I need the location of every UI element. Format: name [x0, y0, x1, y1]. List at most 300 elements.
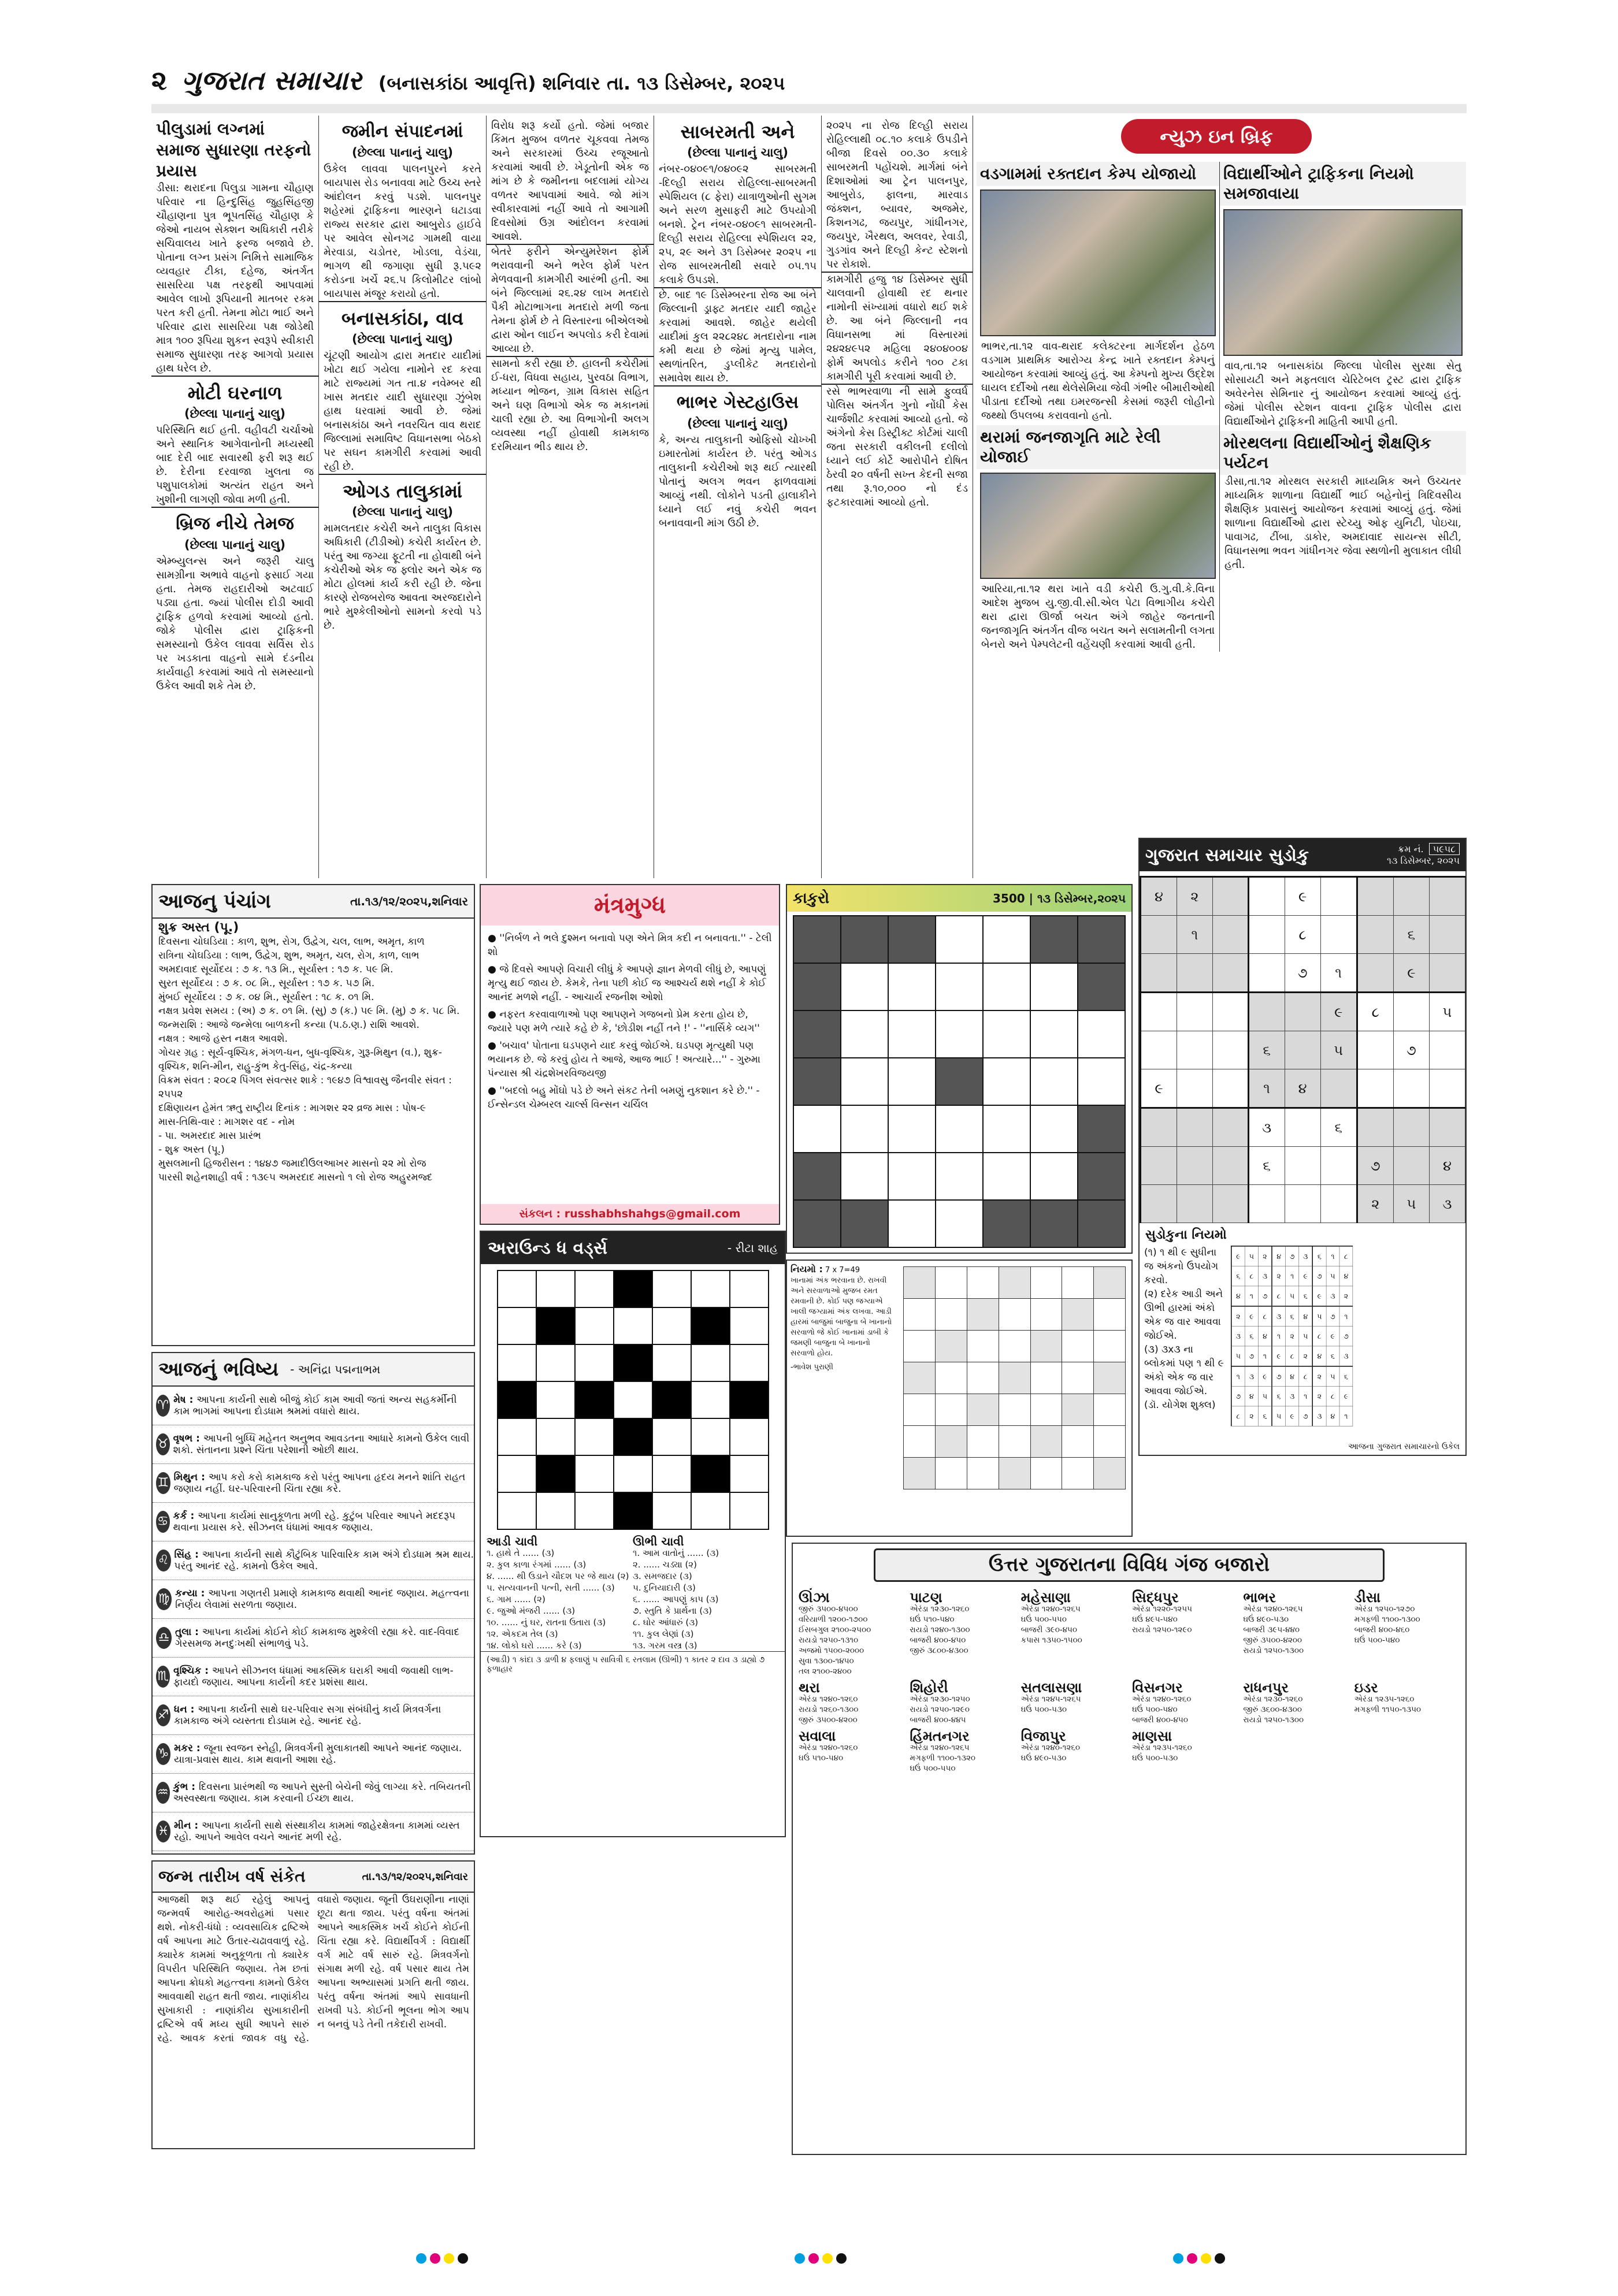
kakuro-cell[interactable] — [983, 963, 1030, 1010]
crossword-cell[interactable] — [498, 1455, 536, 1492]
continued-label: (છેલ્લા પાનાનું ચાલુ) — [351, 146, 454, 159]
sudoku-cell[interactable]: ૬ — [1320, 1108, 1357, 1147]
sudoku-cell[interactable]: ૪ — [1272, 1246, 1286, 1266]
number-puzzle-cell[interactable] — [904, 1362, 936, 1394]
kakuro-cell[interactable] — [841, 963, 888, 1010]
number-puzzle-cell[interactable] — [999, 1362, 1030, 1394]
number-puzzle-cell[interactable] — [1094, 1267, 1126, 1299]
sudoku-cell[interactable] — [1212, 1031, 1248, 1069]
sudoku-cell[interactable]: ૩ — [1339, 1346, 1353, 1366]
kakuro-cell[interactable] — [841, 1058, 888, 1105]
sudoku-cell[interactable]: ૧ — [1231, 1366, 1245, 1387]
crossword-cell[interactable] — [575, 1492, 614, 1529]
sudoku-cell[interactable]: ૬ — [1231, 1266, 1245, 1286]
sudoku-cell[interactable] — [1429, 1108, 1465, 1147]
crossword-cell[interactable] — [575, 1307, 614, 1344]
rashi-sign: મિથુન : — [173, 1472, 209, 1483]
crossword-cell[interactable] — [730, 1418, 769, 1455]
rashi-text — [174, 1704, 474, 1727]
sudoku-cell[interactable]: ૩ — [1326, 1286, 1339, 1306]
sudoku-cell[interactable] — [1177, 1185, 1212, 1223]
sudoku-cell[interactable]: ૯ — [1272, 1346, 1286, 1366]
kakuro-cell[interactable] — [1030, 963, 1078, 1010]
kakuro-cell[interactable] — [841, 1153, 888, 1200]
number-puzzle-cell[interactable] — [1030, 1362, 1062, 1394]
sudoku-cell[interactable] — [1357, 1108, 1393, 1147]
number-puzzle-cell[interactable] — [967, 1394, 999, 1426]
article-cont-4: છે. બાદ ૧૯ ડિસેમ્બરના રોજ આ બંને જિલ્લાની ડ્રાફ્ટ મતદાર યાદી જાહેર કરવામાં આવશે. જાહેર થયેલી યાદીમાં કુલ ૨૨૮૨૪૮ મતદારોના નામ કમી થયા છે જેમાં મૃત્યુ પામેલ, સ્થળાંતરિત, ડુપ્લીકેટ મતદારોનો સમાવેશ થાય છે. — [659, 289, 817, 384]
number-puzzle-cell[interactable] — [967, 1362, 999, 1394]
kakuro-cell[interactable] — [841, 1010, 888, 1058]
sudoku-cell[interactable] — [1141, 916, 1177, 954]
crossword-cell[interactable] — [498, 1344, 536, 1381]
number-puzzle-cell[interactable] — [999, 1299, 1030, 1331]
kakuro-cell[interactable] — [888, 1058, 936, 1105]
sudoku-cell[interactable]: ૫ — [1326, 1266, 1339, 1286]
number-puzzle-cell[interactable] — [904, 1267, 936, 1299]
sudoku-cell[interactable]: ૫ — [1258, 1387, 1272, 1406]
sudoku-cell[interactable] — [1320, 916, 1357, 954]
market-town-name: સવાલા — [799, 1728, 836, 1744]
sudoku-cell[interactable] — [1393, 993, 1429, 1031]
sudoku-cell[interactable]: ૯ — [1231, 1246, 1245, 1266]
crossword-cell[interactable] — [691, 1270, 730, 1307]
crossword-grid[interactable] — [497, 1270, 769, 1530]
crossword-cell[interactable] — [498, 1418, 536, 1455]
number-puzzle-cell[interactable] — [1062, 1267, 1094, 1299]
crossword-cell[interactable] — [691, 1418, 730, 1455]
crossword-cell[interactable] — [730, 1307, 769, 1344]
number-puzzle-cell[interactable] — [1062, 1299, 1094, 1331]
sudoku-cell[interactable]: ૮ — [1285, 916, 1320, 954]
crossword-cell[interactable] — [536, 1270, 575, 1307]
sudoku-cell[interactable]: ૯ — [1245, 1306, 1258, 1327]
sudoku-cell[interactable] — [1212, 877, 1248, 916]
crossword-cell[interactable] — [614, 1307, 652, 1344]
sudoku-cell[interactable]: ૪ — [1285, 1366, 1298, 1387]
headline-morthal: મોરથલના વિદ્યાર્થીઓનું શૈક્ષણિક પર્યટન — [1220, 431, 1466, 475]
number-puzzle-cell[interactable] — [999, 1394, 1030, 1426]
kakuro-cell[interactable] — [936, 1153, 983, 1200]
sudoku-cell[interactable] — [1141, 954, 1177, 993]
crossword-cell[interactable] — [730, 1455, 769, 1492]
sudoku-cell[interactable]: ૫ — [1231, 1346, 1245, 1366]
sudoku-cell[interactable]: ૫ — [1312, 1306, 1326, 1327]
sudoku-cell[interactable] — [1393, 1108, 1429, 1147]
sudoku-cell[interactable] — [1320, 877, 1357, 916]
sudoku-cell[interactable] — [1212, 1069, 1248, 1108]
sudoku-cell[interactable]: ૯ — [1141, 1069, 1177, 1108]
sudoku-cell[interactable] — [1248, 954, 1285, 993]
sudoku-cell[interactable]: ૬ — [1245, 1327, 1258, 1346]
number-puzzle-cell[interactable] — [1062, 1331, 1094, 1362]
sudoku-cell[interactable] — [1357, 1031, 1393, 1069]
sudoku-cell[interactable] — [1141, 1031, 1177, 1069]
kakuro-cell[interactable] — [936, 963, 983, 1010]
sudoku-cell[interactable]: ૧ — [1339, 1406, 1353, 1426]
kakuro-cell[interactable] — [1030, 1058, 1078, 1105]
sudoku-cell[interactable]: ૨ — [1312, 1387, 1326, 1406]
kakuro-cell[interactable] — [936, 1010, 983, 1058]
number-puzzle-cell[interactable] — [1062, 1426, 1094, 1458]
number-puzzle-cell[interactable] — [1094, 1458, 1126, 1489]
sudoku-cell[interactable]: ૮ — [1357, 993, 1393, 1031]
sudoku-cell[interactable] — [1212, 954, 1248, 993]
sudoku-cell[interactable] — [1393, 1147, 1429, 1185]
sudoku-cell[interactable] — [1320, 1069, 1357, 1108]
crossword-cell[interactable] — [730, 1344, 769, 1381]
number-puzzle-cell[interactable] — [1094, 1299, 1126, 1331]
sudoku-cell[interactable]: ૬ — [1258, 1406, 1272, 1426]
sudoku-cell[interactable]: ૪ — [1285, 1069, 1320, 1108]
crossword-cell[interactable] — [536, 1344, 575, 1381]
kakuro-cell[interactable] — [983, 1153, 1030, 1200]
number-puzzle-cell[interactable] — [1030, 1267, 1062, 1299]
sudoku-cell[interactable]: ૯ — [1339, 1387, 1353, 1406]
number-puzzle-cell[interactable] — [936, 1458, 967, 1489]
sudoku-cell[interactable]: ૮ — [1231, 1406, 1245, 1426]
sudoku-cell[interactable]: ૩ — [1312, 1406, 1326, 1426]
kakuro-cell[interactable] — [1030, 1105, 1078, 1153]
crossword-cell[interactable] — [652, 1270, 691, 1307]
number-puzzle-cell[interactable] — [1062, 1394, 1094, 1426]
sudoku-cell[interactable] — [1212, 916, 1248, 954]
sudoku-cell[interactable] — [1248, 1185, 1285, 1223]
sudoku-cell[interactable]: ૪ — [1298, 1306, 1312, 1327]
number-puzzle-cell[interactable] — [999, 1267, 1030, 1299]
number-puzzle-cell[interactable] — [1094, 1362, 1126, 1394]
sudoku-cell[interactable]: ૭ — [1339, 1327, 1353, 1346]
number-puzzle-cell[interactable] — [936, 1394, 967, 1426]
sudoku-cell[interactable]: ૭ — [1298, 1406, 1312, 1426]
sudoku-cell[interactable]: ૪ — [1429, 1147, 1465, 1185]
sudoku-cell[interactable]: ૨ — [1312, 1366, 1326, 1387]
sudoku-cell[interactable]: ૩ — [1245, 1366, 1258, 1387]
sudoku-cell[interactable] — [1177, 1069, 1212, 1108]
sudoku-cell[interactable]: ૧ — [1285, 1266, 1298, 1286]
sudoku-cell[interactable] — [1141, 1108, 1177, 1147]
sudoku-cell[interactable]: ૮ — [1285, 1346, 1298, 1366]
sudoku-cell[interactable]: ૭ — [1231, 1387, 1245, 1406]
sudoku-cell[interactable] — [1429, 916, 1465, 954]
number-puzzle-cell[interactable] — [1094, 1331, 1126, 1362]
sudoku-cell[interactable] — [1429, 877, 1465, 916]
number-puzzle-cell[interactable] — [1030, 1426, 1062, 1458]
kakuro-cell[interactable] — [1078, 1010, 1125, 1058]
sudoku-cell[interactable] — [1212, 993, 1248, 1031]
crossword-cell[interactable] — [536, 1381, 575, 1418]
number-puzzle-cell[interactable] — [1030, 1458, 1062, 1489]
crossword-cell[interactable] — [730, 1270, 769, 1307]
crossword-cell[interactable] — [652, 1455, 691, 1492]
sudoku-cell[interactable]: ૨ — [1357, 1185, 1393, 1223]
sudoku-cell[interactable]: ૩ — [1285, 1387, 1298, 1406]
sudoku-cell[interactable]: ૫ — [1320, 1031, 1357, 1069]
sudoku-cell[interactable]: ૪ — [1245, 1387, 1258, 1406]
sudoku-cell[interactable]: ૩ — [1272, 1306, 1286, 1327]
sudoku-cell[interactable] — [1141, 993, 1177, 1031]
sudoku-cell[interactable]: ૮ — [1272, 1286, 1286, 1306]
sudoku-cell[interactable]: ૭ — [1258, 1286, 1272, 1306]
sudoku-cell[interactable] — [1320, 1185, 1357, 1223]
crossword-cell[interactable] — [575, 1344, 614, 1381]
sudoku-cell[interactable]: ૬ — [1326, 1346, 1339, 1366]
number-puzzle-cell[interactable] — [1094, 1426, 1126, 1458]
kakuro-cell[interactable] — [983, 1105, 1030, 1153]
panchang-line: પારસી શહેનશાહી વર્ષ : ૧૩૯૫ અમરદાદ માસનો ૧ લો રોજ અહુરમજ્દ — [158, 1172, 433, 1183]
sudoku-cell[interactable] — [1285, 1147, 1320, 1185]
number-puzzle-cell[interactable] — [1030, 1331, 1062, 1362]
sudoku-cell[interactable]: ૭ — [1285, 954, 1320, 993]
sudoku-cell[interactable]: ૨ — [1285, 1327, 1298, 1346]
number-puzzle-cell[interactable] — [967, 1458, 999, 1489]
kakuro-cell[interactable] — [841, 1105, 888, 1153]
crossword-cell[interactable] — [575, 1270, 614, 1307]
crossword-cell[interactable] — [498, 1307, 536, 1344]
sudoku-cell[interactable] — [1285, 1108, 1320, 1147]
sudoku-cell[interactable]: ૬ — [1248, 1147, 1285, 1185]
crossword-cell[interactable] — [498, 1492, 536, 1529]
sudoku-cell[interactable]: ૮ — [1326, 1387, 1339, 1406]
sudoku-cell[interactable] — [1212, 1185, 1248, 1223]
number-puzzle-cell[interactable] — [1062, 1362, 1094, 1394]
sudoku-cell[interactable] — [1212, 1108, 1248, 1147]
sudoku-cell[interactable]: ૨ — [1339, 1286, 1353, 1306]
sudoku-author: (ડૉ. યોગેશ શુક્લ) — [1144, 1399, 1216, 1411]
kakuro-cell[interactable] — [983, 916, 1030, 963]
sudoku-cell[interactable] — [1429, 1031, 1465, 1069]
kakuro-cell[interactable] — [983, 1058, 1030, 1105]
sudoku-cell[interactable]: ૬ — [1312, 1246, 1326, 1266]
sudoku-cell[interactable]: ૪ — [1326, 1406, 1339, 1426]
market-price: એરંડા ૧૨૪૦-૧૨૬૫ — [910, 1743, 970, 1752]
sudoku-cell[interactable]: ૪ — [1141, 877, 1177, 916]
sudoku-cell[interactable] — [1177, 1031, 1212, 1069]
sudoku-cell[interactable]: ૧ — [1245, 1286, 1258, 1306]
sudoku-cell[interactable] — [1177, 1147, 1212, 1185]
sudoku-cell[interactable] — [1141, 1147, 1177, 1185]
crossword-cell[interactable] — [614, 1381, 652, 1418]
sudoku-cell[interactable]: ૯ — [1298, 1266, 1312, 1286]
sudoku-cell[interactable]: ૬ — [1339, 1366, 1353, 1387]
crossword-cell[interactable] — [575, 1455, 614, 1492]
number-puzzle-cell[interactable] — [999, 1458, 1030, 1489]
sudoku-cell[interactable]: ૯ — [1320, 993, 1357, 1031]
sudoku-cell[interactable] — [1177, 1108, 1212, 1147]
crossword-cell[interactable] — [536, 1492, 575, 1529]
sudoku-cell[interactable]: ૪ — [1339, 1266, 1353, 1286]
sudoku-cell[interactable]: ૬ — [1393, 916, 1429, 954]
sudoku-cell[interactable]: ૭ — [1393, 1031, 1429, 1069]
sudoku-cell[interactable]: ૩ — [1258, 1266, 1272, 1286]
sudoku-cell[interactable]: ૮ — [1298, 1366, 1312, 1387]
kakuro-cell[interactable] — [983, 1010, 1030, 1058]
sudoku-cell[interactable]: ૯ — [1312, 1286, 1326, 1306]
sudoku-cell[interactable] — [1177, 954, 1212, 993]
number-puzzle-cell[interactable] — [936, 1426, 967, 1458]
sudoku-cell[interactable]: ૪ — [1258, 1327, 1272, 1346]
crossword-cell[interactable] — [498, 1270, 536, 1307]
kakuro-cell[interactable] — [888, 1200, 936, 1247]
sudoku-cell[interactable]: ૧ — [1177, 916, 1212, 954]
sudoku-cell[interactable]: ૭ — [1245, 1346, 1258, 1366]
number-puzzle-cell[interactable] — [936, 1299, 967, 1331]
number-puzzle-cell[interactable] — [936, 1331, 967, 1362]
sudoku-cell[interactable]: ૮ — [1258, 1306, 1272, 1327]
sudoku-cell[interactable]: ૩ — [1248, 1108, 1285, 1147]
sudoku-cell[interactable]: ૨ — [1231, 1306, 1245, 1327]
sudoku-cell[interactable]: ૪ — [1231, 1286, 1245, 1306]
kakuro-cell[interactable] — [888, 963, 936, 1010]
kakuro-cell[interactable] — [936, 1105, 983, 1153]
number-puzzle-cell[interactable] — [967, 1331, 999, 1362]
sudoku-cell[interactable]: ૪ — [1312, 1346, 1326, 1366]
sudoku-cell[interactable]: ૫ — [1298, 1327, 1312, 1346]
mantra-quote: ● ''નિર્બળ ને ભલે દુશ્મન બનાવો પણ એને મિત્ર કદી ન બનાવતા.'' - ટેલી શો — [488, 932, 772, 958]
sudoku-cell[interactable] — [1177, 993, 1212, 1031]
sudoku-cell[interactable] — [1248, 877, 1285, 916]
number-puzzle-cell[interactable] — [904, 1331, 936, 1362]
sudoku-cell[interactable] — [1357, 1069, 1393, 1108]
crossword-cell[interactable] — [652, 1307, 691, 1344]
rashi-box — [151, 1352, 475, 1855]
number-puzzle-cell[interactable] — [936, 1267, 967, 1299]
market-price: ઘઉં ૫૦૦-૫૩૦ — [1020, 1705, 1067, 1714]
number-puzzle-cell[interactable] — [967, 1267, 999, 1299]
sudoku-cell[interactable]: ૧ — [1339, 1306, 1353, 1327]
number-puzzle-cell[interactable] — [1094, 1394, 1126, 1426]
sudoku-cell[interactable] — [1357, 877, 1393, 916]
sudoku-cell[interactable] — [1320, 1147, 1357, 1185]
sudoku-cell[interactable]: ૨ — [1177, 877, 1212, 916]
crossword-cell[interactable] — [691, 1381, 730, 1418]
kakuro-cell[interactable] — [936, 1200, 983, 1247]
sudoku-cell[interactable]: ૧ — [1272, 1327, 1286, 1346]
sudoku-cell[interactable]: ૭ — [1357, 1147, 1393, 1185]
crossword-cell[interactable] — [691, 1492, 730, 1529]
crossword-cell[interactable] — [536, 1418, 575, 1455]
number-puzzle-cell[interactable] — [1030, 1394, 1062, 1426]
sudoku-cell[interactable]: ૧ — [1248, 1069, 1285, 1108]
market-town — [910, 1589, 1015, 1677]
sudoku-cell[interactable]: ૯ — [1393, 954, 1429, 993]
sudoku-cell[interactable] — [1248, 993, 1285, 1031]
sudoku-cell[interactable]: ૬ — [1298, 1286, 1312, 1306]
sudoku-cell[interactable]: ૬ — [1285, 1306, 1298, 1327]
sudoku-cell[interactable]: ૭ — [1326, 1306, 1339, 1327]
crossword-cell[interactable] — [652, 1418, 691, 1455]
kakuro-cell[interactable] — [1078, 1058, 1125, 1105]
sudoku-cell[interactable]: ૫ — [1393, 1185, 1429, 1223]
sudoku-cell[interactable]: ૫ — [1245, 1246, 1258, 1266]
sudoku-cell[interactable]: ૬ — [1248, 1031, 1285, 1069]
sudoku-cell[interactable]: ૧ — [1320, 954, 1357, 993]
number-puzzle-grid[interactable] — [903, 1266, 1126, 1489]
crossword-cell[interactable] — [652, 1492, 691, 1529]
crossword-cell[interactable] — [652, 1344, 691, 1381]
sudoku-cell[interactable] — [1429, 1069, 1465, 1108]
sudoku-cell[interactable] — [1357, 916, 1393, 954]
sudoku-cell[interactable]: ૭ — [1312, 1266, 1326, 1286]
sudoku-cell[interactable]: ૬ — [1272, 1387, 1286, 1406]
kakuro-cell[interactable] — [888, 1105, 936, 1153]
market-price: સુવા ૧૩૦૦-૧૪૫૦ — [799, 1656, 854, 1666]
sudoku-cell[interactable] — [1141, 1185, 1177, 1223]
kakuro-cell — [1030, 916, 1078, 963]
sudoku-cell[interactable]: ૨ — [1298, 1346, 1312, 1366]
sudoku-cell[interactable]: ૧ — [1258, 1346, 1272, 1366]
sudoku-cell[interactable]: ૯ — [1326, 1327, 1339, 1346]
sudoku-cell[interactable]: ૯ — [1258, 1366, 1272, 1387]
number-puzzle-cell[interactable] — [967, 1299, 999, 1331]
crossword-cell[interactable] — [691, 1344, 730, 1381]
sudoku-cell[interactable] — [1248, 916, 1285, 954]
number-puzzle-cell[interactable] — [904, 1426, 936, 1458]
sudoku-cell[interactable] — [1393, 1069, 1429, 1108]
sudoku-cell[interactable]: ૭ — [1272, 1366, 1286, 1387]
sudoku-cell[interactable]: ૫ — [1429, 993, 1465, 1031]
sudoku-cell[interactable]: ૩ — [1231, 1327, 1245, 1346]
kakuro-cell[interactable] — [936, 916, 983, 963]
sudoku-cell[interactable]: ૫ — [1326, 1366, 1339, 1387]
kakuro-grid[interactable] — [793, 915, 1126, 1248]
sudoku-cell[interactable] — [1357, 954, 1393, 993]
number-puzzle-cell[interactable] — [936, 1362, 967, 1394]
kakuro-cell[interactable] — [888, 1153, 936, 1200]
crossword-cell[interactable] — [730, 1492, 769, 1529]
sudoku-cell[interactable] — [1285, 993, 1320, 1031]
sudoku-cell[interactable] — [1285, 1031, 1320, 1069]
sudoku-cell[interactable]: ૯ — [1285, 877, 1320, 916]
sudoku-cell[interactable] — [1393, 877, 1429, 916]
number-puzzle-cell[interactable] — [904, 1394, 936, 1426]
kakuro-cell[interactable] — [1030, 1153, 1078, 1200]
sudoku-cell[interactable]: ૧ — [1298, 1387, 1312, 1406]
kakuro-cell[interactable] — [888, 1010, 936, 1058]
sudoku-cell[interactable]: ૨ — [1245, 1406, 1258, 1426]
sudoku-cell[interactable]: ૮ — [1245, 1266, 1258, 1286]
sudoku-cell[interactable]: ૯ — [1285, 1406, 1298, 1426]
crossword-cell[interactable] — [614, 1455, 652, 1492]
sudoku-cell[interactable]: ૮ — [1339, 1246, 1353, 1266]
sudoku-cell[interactable]: ૩ — [1429, 1185, 1465, 1223]
sudoku-grid[interactable] — [1140, 876, 1465, 1223]
sudoku-cell[interactable]: ૮ — [1312, 1327, 1326, 1346]
zodiac-icon: ♍ — [156, 1588, 172, 1610]
sudoku-cell[interactable] — [1212, 1147, 1248, 1185]
sudoku-cell[interactable]: ૭ — [1285, 1246, 1298, 1266]
number-puzzle-cell[interactable] — [904, 1458, 936, 1489]
sudoku-cell[interactable]: ૫ — [1285, 1286, 1298, 1306]
page-number: ૨ — [151, 65, 168, 96]
sudoku-cell[interactable]: ૨ — [1258, 1246, 1272, 1266]
sudoku-cell[interactable] — [1285, 1185, 1320, 1223]
kakuro-cell[interactable] — [793, 1105, 841, 1153]
sudoku-cell[interactable] — [1429, 954, 1465, 993]
number-puzzle-cell[interactable] — [904, 1299, 936, 1331]
number-puzzle-cell[interactable] — [967, 1426, 999, 1458]
kakuro-cell[interactable] — [1030, 1010, 1078, 1058]
number-puzzle-cell[interactable] — [1062, 1458, 1094, 1489]
sudoku-cell[interactable]: ૧ — [1326, 1246, 1339, 1266]
sudoku-cell[interactable]: ૫ — [1272, 1406, 1286, 1426]
number-puzzle-cell[interactable] — [999, 1426, 1030, 1458]
number-puzzle-cell[interactable] — [1030, 1299, 1062, 1331]
crossword-cell[interactable] — [575, 1418, 614, 1455]
sudoku-cell[interactable]: ૩ — [1298, 1246, 1312, 1266]
sudoku-cell[interactable]: ૨ — [1272, 1266, 1286, 1286]
number-puzzle-cell[interactable] — [999, 1331, 1030, 1362]
